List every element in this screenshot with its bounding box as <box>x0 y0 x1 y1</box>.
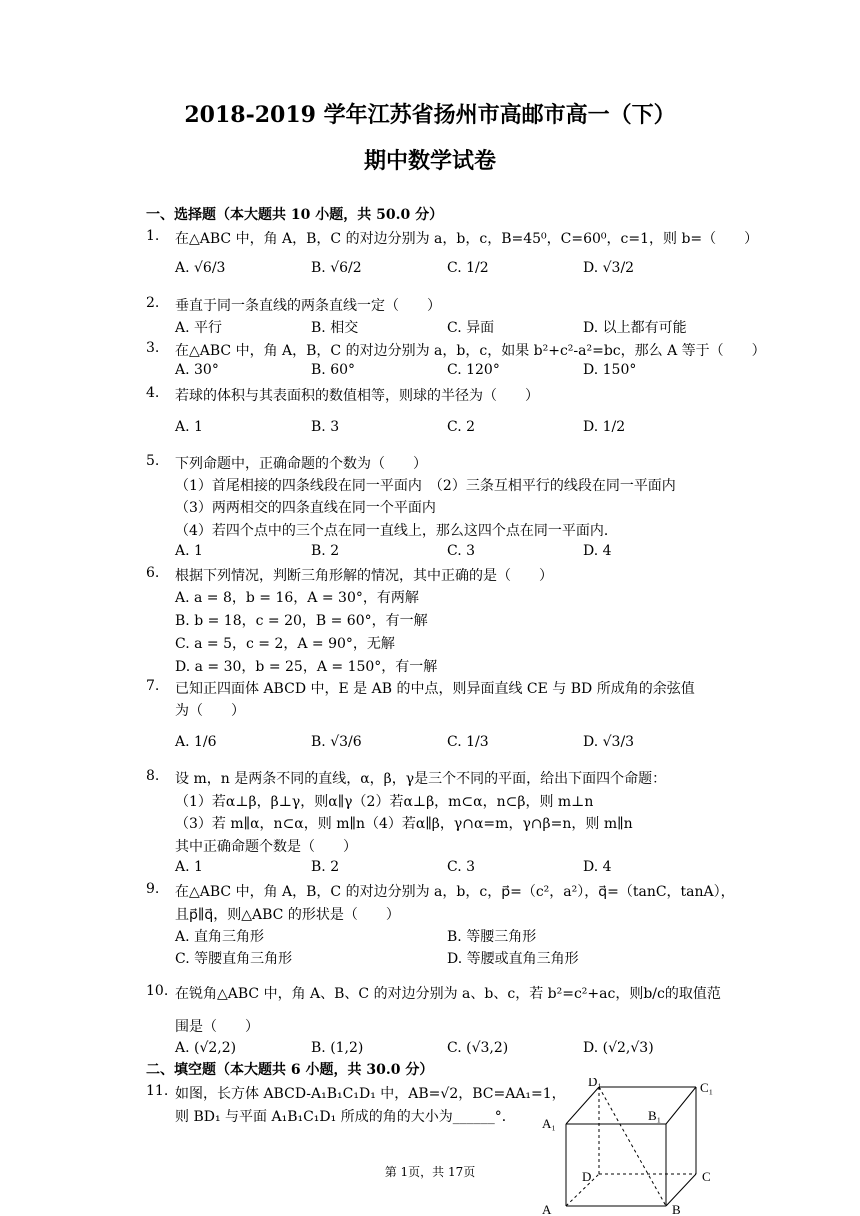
option-b: B. 2 <box>311 859 340 875</box>
question-text: 如图，长方体 ABCD-A₁B₁C₁D₁ 中，AB=√2，BC=AA₁=1， <box>175 1086 566 1102</box>
option-a: A. 1 <box>175 419 203 435</box>
question-number: 8. <box>146 768 160 784</box>
option-c: C. 3 <box>447 859 476 875</box>
label-b: B <box>672 1202 681 1214</box>
edge-b1-c1 <box>666 1087 696 1124</box>
option-c: C. 异面 <box>447 320 495 336</box>
cuboid-figure <box>538 1078 728 1214</box>
label-c: C <box>702 1169 711 1184</box>
option-a: A. 30° <box>175 362 219 378</box>
question-text: 且p⃗∥q⃗，则△ABC 的形状是（ ） <box>175 907 400 923</box>
question-number: 10. <box>146 983 169 999</box>
option-a: A. a = 8，b = 16，A = 30°，有两解 <box>175 590 419 606</box>
question-text: （1）若α⊥β，β⊥γ，则α∥γ（2）若α⊥β，m⊂α，n⊂β，则 m⊥n <box>175 794 594 810</box>
option-d: D. 以上都有可能 <box>583 320 687 336</box>
question-text: （1）首尾相接的四条线段在同一平面内 （2）三条互相平行的线段在同一平面内 <box>175 478 676 494</box>
question-text: 根据下列情况，判断三角形解的情况，其中正确的是（ ） <box>175 568 553 584</box>
question-number: 11. <box>146 1083 169 1099</box>
question-text: 设 m，n 是两条不同的直线，α，β，γ是三个不同的平面，给出下面四个命题： <box>175 771 667 787</box>
option-d: D. √3/2 <box>583 260 635 276</box>
option-a: A. √6/3 <box>175 260 226 276</box>
question-text: 则 BD₁ 与平面 A₁B₁C₁D₁ 所成的角的大小为______°． <box>175 1109 516 1125</box>
option-b: B. √3/6 <box>311 734 362 750</box>
question-text: 在锐角△ABC 中，角 A、B、C 的对边分别为 a、b、c，若 b²=c²+ac，则b/c的取值范 <box>175 986 721 1002</box>
question-text: 若球的体积与其表面积的数值相等，则球的半径为（ ） <box>175 388 539 404</box>
question-number: 5. <box>146 453 160 469</box>
label-d1: D₁ <box>588 1078 602 1089</box>
question-text: （3）两两相交的四条直线在同一个平面内 <box>175 500 436 516</box>
option-b: B. √6/2 <box>311 260 362 276</box>
question-text: 垂直于同一条直线的两条直线一定（ ） <box>175 298 441 314</box>
option-a: A. (√2,2) <box>175 1040 237 1056</box>
option-d: D. 1/2 <box>583 419 626 435</box>
option-c: C. 1/3 <box>447 734 489 750</box>
question-number: 1. <box>146 228 160 244</box>
option-a: A. 1 <box>175 543 203 559</box>
question-number: 9. <box>146 881 160 897</box>
label-a1: A₁ <box>542 1116 556 1131</box>
diagonal-b-d1 <box>599 1087 666 1206</box>
question-text: 为（ ） <box>175 703 245 719</box>
option-c: C. 等腰直角三角形 <box>175 951 293 967</box>
option-d: D. (√2,√3) <box>583 1040 654 1056</box>
question-text: 在△ABC 中，角 A，B，C 的对边分别为 a，b，c，p⃗=（c²，a²），q⃗=（tanC，tanA）， <box>175 884 735 900</box>
label-a: A <box>542 1202 552 1214</box>
option-d: D. a = 30，b = 25，A = 150°，有一解 <box>175 659 438 675</box>
label-b1: B₁ <box>648 1108 662 1123</box>
option-d: D. 150° <box>583 362 637 378</box>
question-text: （4）若四个点中的三个点在同一直线上，那么这四个点在同一平面内． <box>175 523 618 539</box>
question-text: 其中正确命题个数是（ ） <box>175 839 357 855</box>
section-heading-fill: 二、填空题（本大题共 6 小题，共 30.0 分） <box>146 1062 434 1078</box>
option-d: D. 4 <box>583 543 612 559</box>
option-d: D. 等腰或直角三角形 <box>447 951 579 967</box>
edge-a1-d1 <box>566 1087 599 1124</box>
option-a: A. 1 <box>175 859 203 875</box>
question-number: 2. <box>146 295 160 311</box>
option-a: A. 直角三角形 <box>175 929 265 945</box>
option-c: C. 2 <box>447 419 476 435</box>
option-b: B. b = 18，c = 20，B = 60°，有一解 <box>175 613 428 629</box>
option-d: D. 4 <box>583 859 612 875</box>
option-c: C. (√3,2) <box>447 1040 509 1056</box>
option-b: B. (1,2) <box>311 1040 364 1056</box>
option-c: C. 3 <box>447 543 476 559</box>
option-b: B. 2 <box>311 543 340 559</box>
question-text: 已知正四面体 ABCD 中，E 是 AB 的中点，则异面直线 CE 与 BD 所成角的余弦值 <box>175 681 695 697</box>
option-c: C. a = 5，c = 2，A = 90°，无解 <box>175 636 395 652</box>
question-text: （3）若 m∥α，n⊂α，则 m∥n（4）若α∥β，γ∩α=m，γ∩β=n，则 m∥n <box>175 816 633 832</box>
question-text: 在△ABC 中，角 A，B，C 的对边分别为 a，b，c，如果 b²+c²-a²=bc，那么 A 等于（ ） <box>175 343 766 359</box>
question-text: 下列命题中，正确命题的个数为（ ） <box>175 456 427 472</box>
option-b: B. 3 <box>311 419 340 435</box>
question-number: 3. <box>146 340 160 356</box>
section-heading-choice: 一、选择题（本大题共 10 小题，共 50.0 分） <box>146 207 444 223</box>
option-b: B. 等腰三角形 <box>447 929 537 945</box>
option-a: A. 平行 <box>175 320 223 336</box>
title-line-2: 期中数学试卷 <box>363 148 496 174</box>
option-c: C. 120° <box>447 362 500 378</box>
question-text: 围是（ ） <box>175 1019 259 1035</box>
question-text: 在△ABC 中，角 A，B，C 的对边分别为 a，b，c，B=45⁰，C=60⁰，c=1，则 b=（ ） <box>175 231 759 247</box>
title-line-1: 2018-2019 学年江苏省扬州市高邮市高一（下） <box>184 102 676 128</box>
option-a: A. 1/6 <box>175 734 217 750</box>
option-d: D. √3/3 <box>583 734 635 750</box>
option-b: B. 60° <box>311 362 356 378</box>
label-d: D <box>582 1169 592 1184</box>
question-number: 4. <box>146 385 160 401</box>
question-number: 6. <box>146 565 160 581</box>
question-number: 7. <box>146 678 160 694</box>
option-b: B. 相交 <box>311 320 359 336</box>
option-c: C. 1/2 <box>447 260 489 276</box>
label-c1: C₁ <box>700 1080 714 1095</box>
page-footer: 第 1页，共 17页 <box>384 1165 476 1179</box>
